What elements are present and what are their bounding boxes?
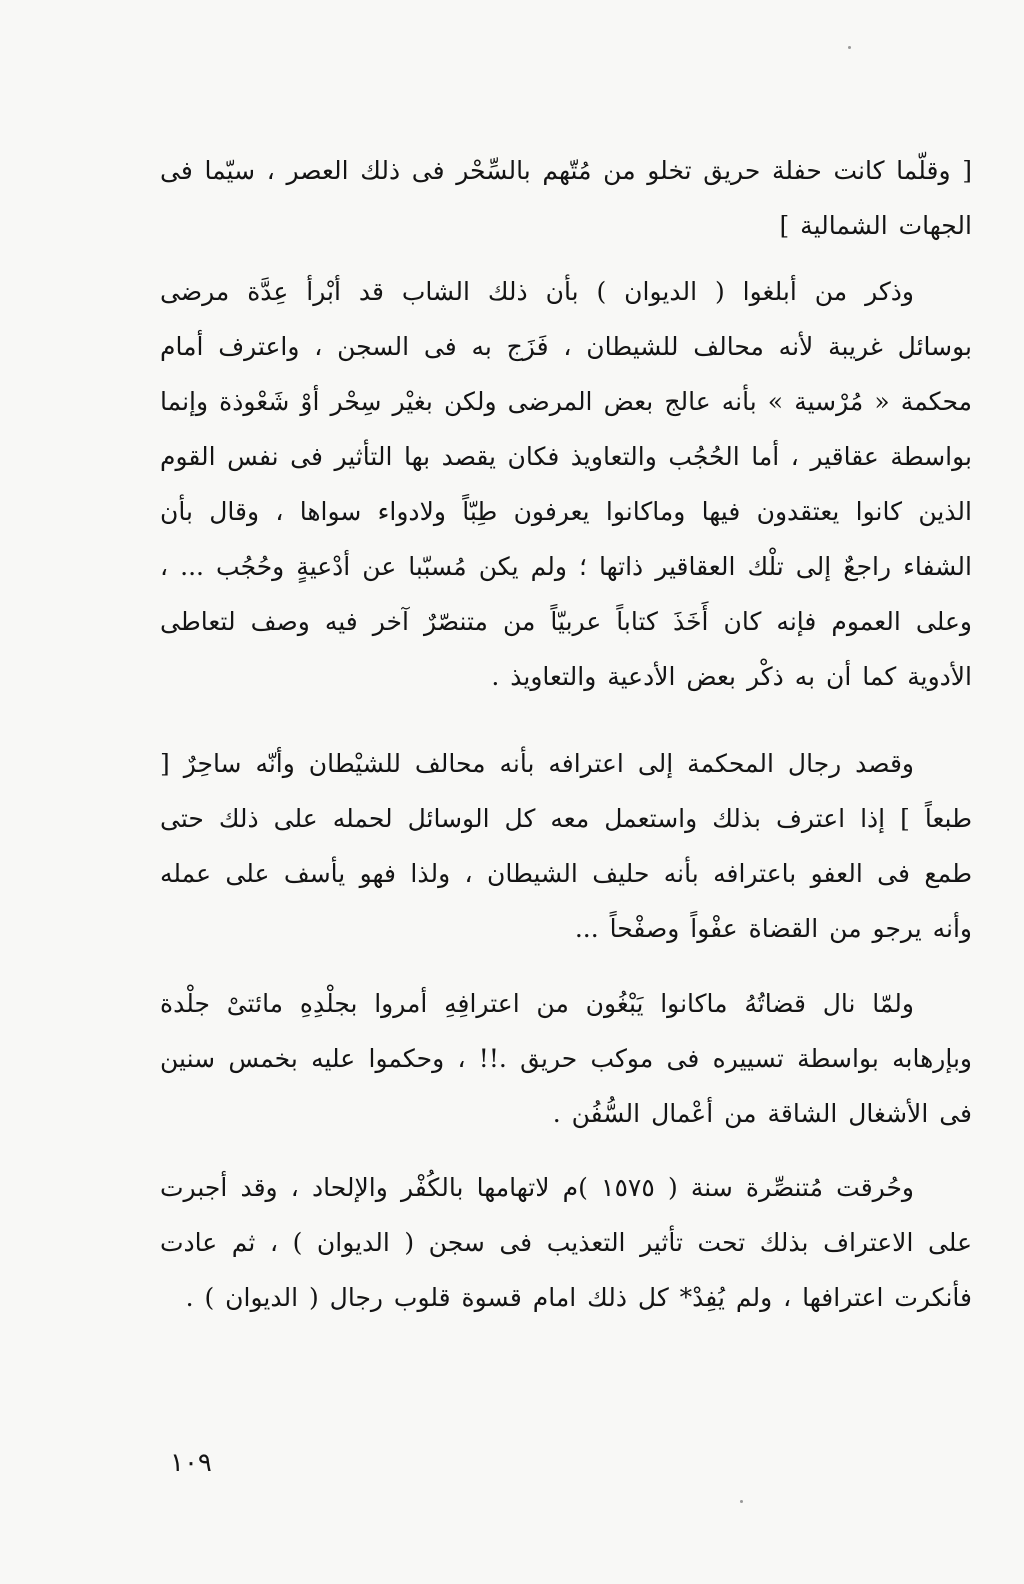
- paragraph-2: وذكر من أبلغوا ( الديوان ) بأن ذلك الشاب قد أبْرأ عِدَّة مرضى بوسائل غريبة لأنه محالف للشيطان ، فَزَج به فى السجن ، واعترف أمام محكمة « مُرْسية » بأنه عالج بعض المرضى ولكن بغيْر سِحْر أوْ شَعْوذة وإنما بواسطة عقاقير ، أما الحُجُب والتعاويذ فكان يقصد بها التأثير فى نفس القوم الذين كانوا يعتقدون فيها وماكانوا يعرفون طِبّاً ولادواء سواها ، وقال بأن الشفاء راجعٌ إلى تلْك العقاقير ذاتها ؛ ولم يكن مُسبّبا عن أدْعيةٍ وحُجُب ... ، وعلى العموم فإنه كان أَخَذَ كتاباً عربيّاً من متنصّرٌ آخر فيه وصف لتعاطى الأدوية كما أن به ذكْر بعض الأدعية والتعاويذ .: [160, 277, 972, 691]
- page-number: ١٠٩: [170, 1448, 212, 1478]
- paragraph-3: وقصد رجال المحكمة إلى اعترافه بأنه محالف للشيْطان وأنّه ساحِرٌ [ طبعاً ] إذا اعترف بذلك واستعمل معه كل الوسائل لحمله على ذلك حتى طمع فى العفو باعترافه بأنه حليف الشيطان ، ولذا فهو يأسف على عمله وأنه يرجو من القضاة عفْواً وصفْحاً ...: [160, 749, 972, 943]
- paragraph-4: ولمّا نال قضاتُهُ ماكانوا يَبْغُون من اعترافِهِ أمروا بجلْدِهِ مائتىْ جلْدة وبإرهابه بواسطة تسييره فى موكب حريق .!! ، وحكموا عليه بخمس سنين فى الأشغال الشاقة من أعْمال السُّفُن .: [160, 989, 972, 1128]
- paragraph-1: [ وقلّما كانت حفلة حريق تخلو من مُتّهم بالسِّحْر فى ذلك العصر ، سيّما فى الجهات الشمالية ]: [160, 156, 972, 240]
- paper-speck: [848, 46, 851, 49]
- paper-speck: [740, 1500, 743, 1503]
- paragraph-5: وحُرقت مُتنصِّرة سنة ( ١٥٧٥ )م لاتهامها بالكُفْر والإلحاد ، وقد أجبرت على الاعتراف بذلك تحت تأثير التعذيب فى سجن ( الديوان ) ، ثم عادت فأنكرت اعترافها ، ولم يُفِدْ* كل ذلك امام قسوة قلوب رجال ( الديوان ) .: [160, 1173, 972, 1312]
